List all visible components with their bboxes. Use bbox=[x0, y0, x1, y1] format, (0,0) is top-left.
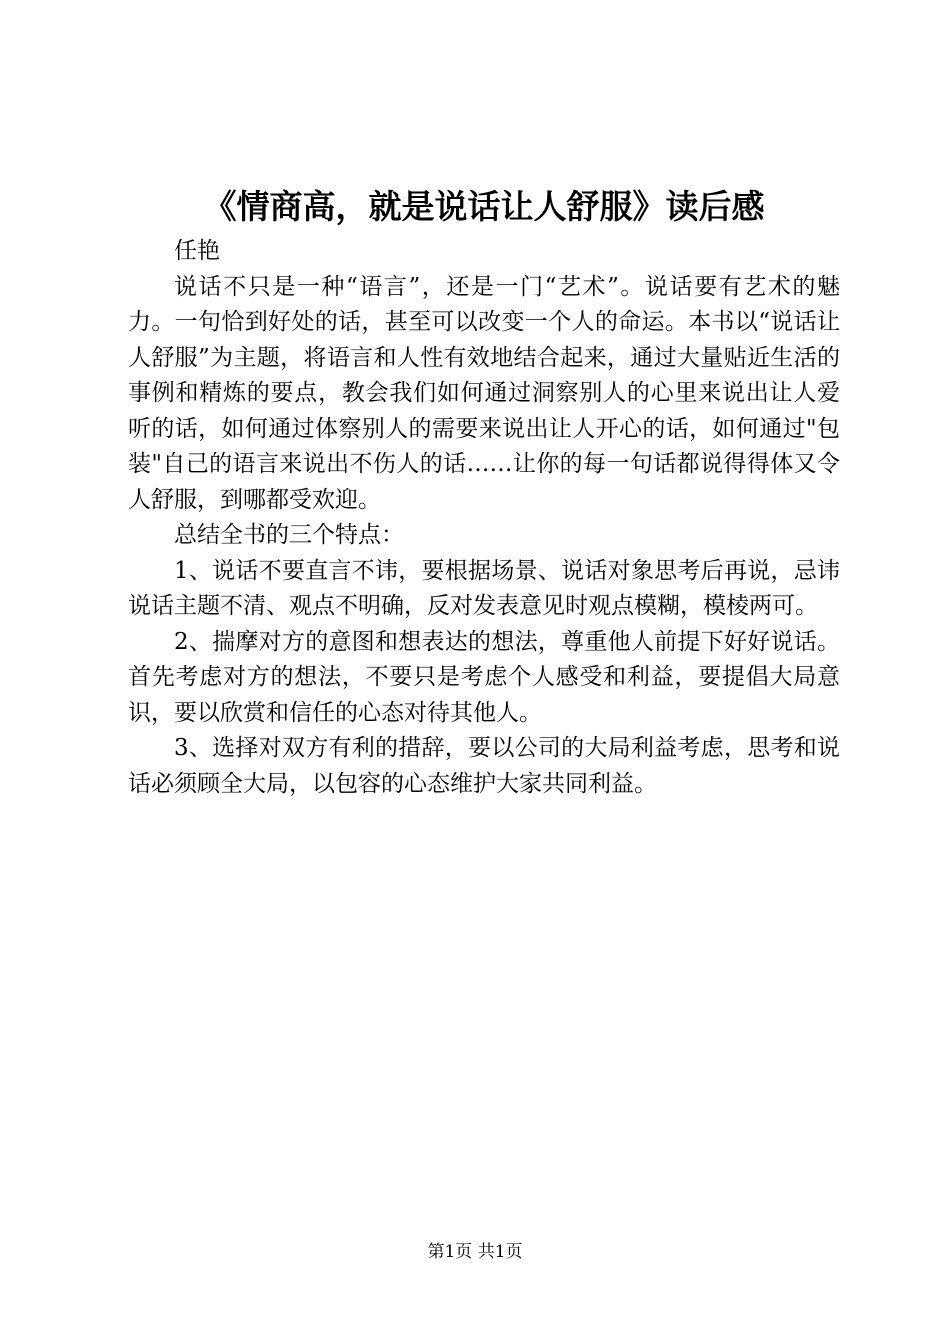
paragraph-point-1: 1、说话不要直言不讳，要根据场景、说话对象思考后再说，忌讳说话主题不清、观点不明确，反对发表意见时观点模糊，模棱两可。 bbox=[128, 557, 840, 619]
paragraph-point-2: 2、揣摩对方的意图和想表达的想法，尊重他人前提下好好说话。首先考虑对方的想法，不要只是考虑个人感受和利益，要提倡大局意识，要以欣赏和信任的心态对待其他人。 bbox=[128, 628, 840, 726]
paragraph-intro: 说话不只是一种“语言”，还是一门“艺术”。说话要有艺术的魅力。一句恰到好处的话，甚至可以改变一个人的命运。本书以“说话让人舒服”为主题，将语言和人性有效地结合起来，通过大量贴近生活的事例和精炼的要点，教会我们如何通过洞察别人的心里来说出让人爱听的话，如何通过体察别人的需要来说出让人开心的话，如何通过"包装"自己的语言来说出不伤人的话……让你的每一句话都说得得体又令人舒服，到哪都受欢迎。 bbox=[128, 273, 840, 513]
author-line: 任艳 bbox=[174, 238, 220, 264]
document-body bbox=[128, 234, 840, 802]
document-title: 《情商高，就是说话让人舒服》读后感 bbox=[203, 187, 765, 226]
paragraph-summary-heading: 总结全书的三个特点： bbox=[174, 522, 404, 548]
paragraph-point-3: 3、选择对双方有利的措辞，要以公司的大局利益考虑，思考和说话必须顾全大局，以包容的心态维护大家共同利益。 bbox=[128, 735, 840, 797]
page-footer: 第1页 共1页 bbox=[427, 1242, 523, 1262]
